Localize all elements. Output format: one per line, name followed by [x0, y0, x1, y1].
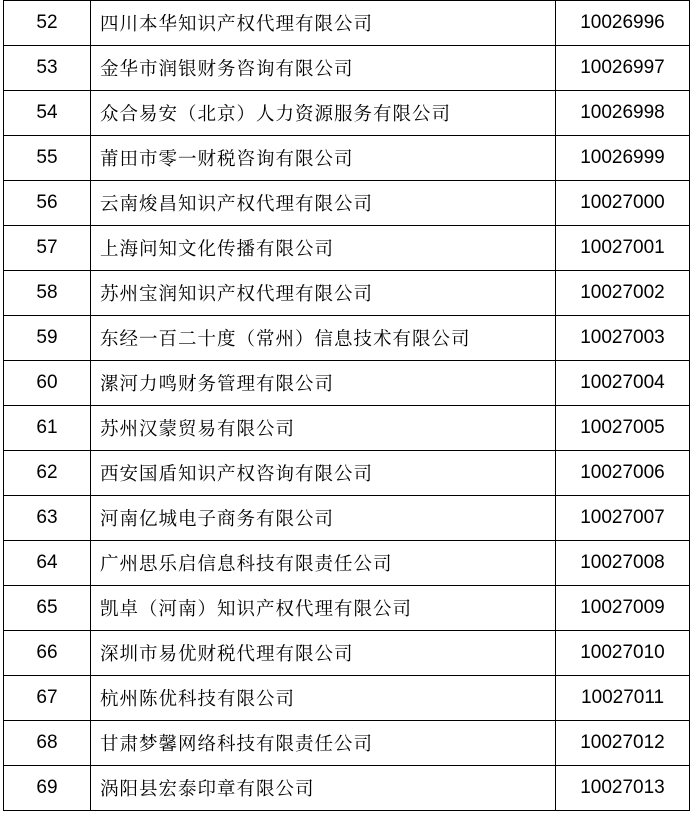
row-number-cell: 64 — [4, 541, 91, 586]
registration-code-cell: 10027010 — [556, 631, 690, 676]
registration-code-cell: 10027000 — [556, 181, 690, 226]
company-name-cell: 四川本华知识产权代理有限公司 — [91, 1, 556, 46]
registration-code-cell: 10026996 — [556, 1, 690, 46]
registry-table-container — [3, 0, 690, 811]
table-row — [4, 361, 690, 406]
company-name-cell: 云南焌昌知识产权代理有限公司 — [91, 181, 556, 226]
company-name-cell: 苏州宝润知识产权代理有限公司 — [91, 271, 556, 316]
row-number-cell: 65 — [4, 586, 91, 631]
row-number-cell: 62 — [4, 451, 91, 496]
company-name-cell: 涡阳县宏泰印章有限公司 — [91, 766, 556, 811]
company-name-cell: 莆田市零一财税咨询有限公司 — [91, 136, 556, 181]
row-number-cell: 61 — [4, 406, 91, 451]
registry-table-body — [4, 1, 690, 811]
registry-table — [3, 0, 690, 811]
company-name-cell: 深圳市易优财税代理有限公司 — [91, 631, 556, 676]
row-number-cell: 60 — [4, 361, 91, 406]
company-name-cell: 河南亿城电子商务有限公司 — [91, 496, 556, 541]
registration-code-cell: 10027004 — [556, 361, 690, 406]
row-number-cell: 54 — [4, 91, 91, 136]
table-row — [4, 496, 690, 541]
table-row — [4, 181, 690, 226]
table-row — [4, 721, 690, 766]
row-number-cell: 57 — [4, 226, 91, 271]
registration-code-cell: 10027008 — [556, 541, 690, 586]
row-number-cell: 66 — [4, 631, 91, 676]
row-number-cell: 55 — [4, 136, 91, 181]
registration-code-cell: 10027003 — [556, 316, 690, 361]
table-row — [4, 316, 690, 361]
company-name-cell: 凯卓（河南）知识产权代理有限公司 — [91, 586, 556, 631]
company-name-cell: 金华市润银财务咨询有限公司 — [91, 46, 556, 91]
table-row — [4, 91, 690, 136]
company-name-cell: 杭州陈优科技有限公司 — [91, 676, 556, 721]
row-number-cell: 56 — [4, 181, 91, 226]
row-number-cell: 53 — [4, 46, 91, 91]
company-name-cell: 东经一百二十度（常州）信息技术有限公司 — [91, 316, 556, 361]
table-row — [4, 451, 690, 496]
company-name-cell: 上海问知文化传播有限公司 — [91, 226, 556, 271]
row-number-cell: 69 — [4, 766, 91, 811]
registration-code-cell: 10027011 — [556, 676, 690, 721]
table-row — [4, 136, 690, 181]
table-row — [4, 1, 690, 46]
company-name-cell: 众合易安（北京）人力资源服务有限公司 — [91, 91, 556, 136]
row-number-cell: 68 — [4, 721, 91, 766]
table-row — [4, 406, 690, 451]
registration-code-cell: 10027013 — [556, 766, 690, 811]
table-row — [4, 676, 690, 721]
row-number-cell: 59 — [4, 316, 91, 361]
registration-code-cell: 10027002 — [556, 271, 690, 316]
registration-code-cell: 10027006 — [556, 451, 690, 496]
company-name-cell: 西安国盾知识产权咨询有限公司 — [91, 451, 556, 496]
table-row — [4, 766, 690, 811]
table-row — [4, 46, 690, 91]
company-name-cell: 广州思乐启信息科技有限责任公司 — [91, 541, 556, 586]
registration-code-cell: 10026998 — [556, 91, 690, 136]
registration-code-cell: 10027001 — [556, 226, 690, 271]
company-name-cell: 漯河力鸣财务管理有限公司 — [91, 361, 556, 406]
registration-code-cell: 10026997 — [556, 46, 690, 91]
row-number-cell: 58 — [4, 271, 91, 316]
row-number-cell: 63 — [4, 496, 91, 541]
table-row — [4, 586, 690, 631]
row-number-cell: 67 — [4, 676, 91, 721]
registration-code-cell: 10027007 — [556, 496, 690, 541]
company-name-cell: 苏州汉蒙贸易有限公司 — [91, 406, 556, 451]
registration-code-cell: 10027005 — [556, 406, 690, 451]
table-row — [4, 271, 690, 316]
registration-code-cell: 10027012 — [556, 721, 690, 766]
table-row — [4, 226, 690, 271]
registration-code-cell: 10026999 — [556, 136, 690, 181]
company-name-cell: 甘肃梦馨网络科技有限责任公司 — [91, 721, 556, 766]
table-row — [4, 541, 690, 586]
row-number-cell: 52 — [4, 1, 91, 46]
registration-code-cell: 10027009 — [556, 586, 690, 631]
table-row — [4, 631, 690, 676]
